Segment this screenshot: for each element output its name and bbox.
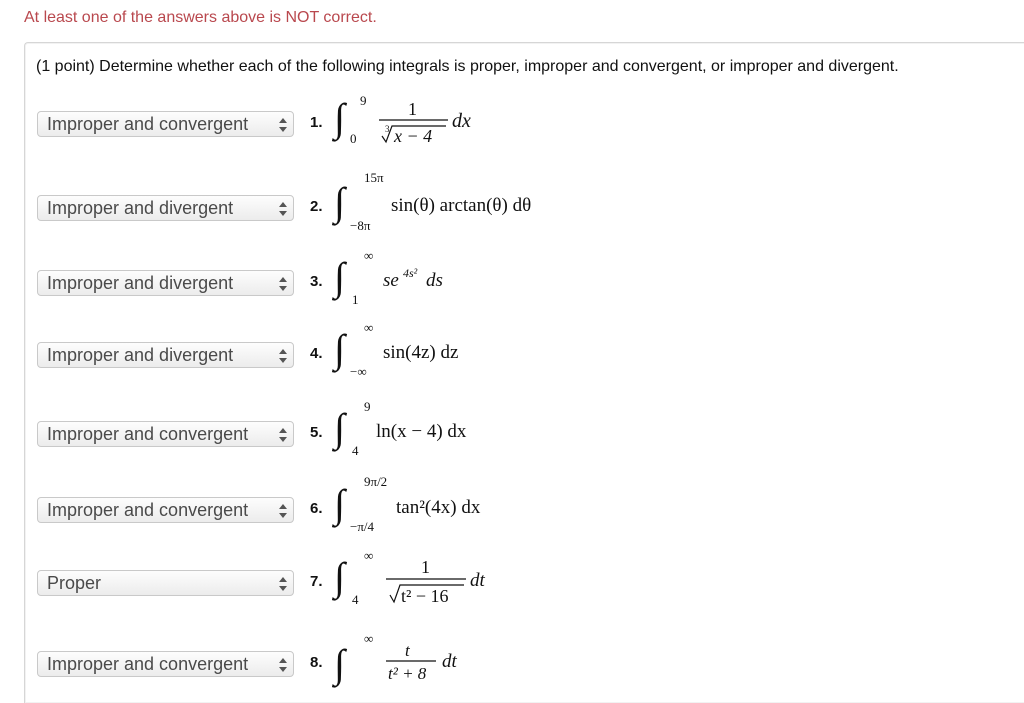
differential: ds	[426, 270, 443, 291]
integral-sign: ∫	[334, 326, 345, 371]
question-number: 3.	[310, 273, 323, 290]
integral-sign: ∫	[334, 481, 345, 526]
lower-limit: −π/4	[350, 519, 375, 534]
question-row-3	[0, 248, 1024, 307]
upper-limit: ∞	[364, 320, 374, 335]
warning-message: At least one of the answers above is NOT correct.	[24, 9, 377, 26]
lower-limit: −∞	[350, 364, 367, 379]
differential: dt	[470, 570, 485, 591]
upper-limit: ∞	[364, 631, 374, 646]
select-arrows-icon	[278, 348, 288, 364]
answer-select-8[interactable]: Improper and convergent	[37, 651, 294, 677]
select-arrows-icon	[278, 117, 288, 133]
integrand: sin(4z) dz	[383, 342, 459, 363]
question-number: 5.	[310, 424, 323, 441]
differential: dx	[452, 110, 471, 132]
answer-select-1[interactable]: Improper and convergent	[37, 111, 294, 137]
integral-sign: ∫	[334, 95, 345, 140]
lower-limit: 0	[350, 131, 357, 146]
integral-sign: ∫	[334, 405, 345, 450]
select-arrows-icon	[278, 276, 288, 292]
problem-prompt: (1 point) Determine whether each of the following integrals is proper, improper and convergent, or improper and divergent.	[36, 58, 899, 75]
answer-select-2[interactable]: Improper and divergent	[37, 195, 294, 221]
exponent: 4s²	[403, 266, 418, 280]
integrand: sin(θ) arctan(θ) dθ	[391, 195, 532, 216]
question-row-7	[0, 548, 1024, 607]
integral-expression-3	[330, 242, 630, 322]
select-arrows-icon	[278, 503, 288, 519]
lower-limit: 1	[352, 292, 359, 307]
upper-limit: 9π/2	[364, 474, 388, 489]
upper-limit: ∞	[364, 548, 374, 563]
answer-select-7[interactable]: Proper	[37, 570, 294, 596]
denominator: x − 4	[394, 126, 433, 146]
integrand: tan²(4x) dx	[396, 497, 481, 518]
select-arrows-icon	[278, 427, 288, 443]
integral-expression-5	[330, 393, 630, 473]
answer-select-6[interactable]: Improper and convergent	[37, 497, 294, 523]
integral-expression-7	[330, 542, 630, 622]
upper-limit: 15π	[364, 170, 384, 185]
question-number: 1.	[310, 114, 323, 131]
upper-limit: 9	[364, 399, 371, 414]
answer-select-3[interactable]: Improper and divergent	[37, 270, 294, 296]
numerator: 1	[421, 557, 430, 577]
numerator: 1	[408, 99, 417, 119]
question-number: 8.	[310, 654, 323, 671]
integral-expression-4	[330, 314, 630, 394]
integrand: se	[383, 270, 399, 291]
question-number: 4.	[310, 345, 323, 362]
integrand: ln(x − 4) dx	[376, 421, 467, 442]
numerator: t	[405, 641, 410, 660]
question-number: 7.	[310, 573, 323, 590]
integral-sign: ∫	[334, 554, 345, 599]
root-index: 3	[385, 124, 390, 134]
select-arrows-icon	[278, 576, 288, 592]
question-number: 6.	[310, 500, 323, 517]
upper-limit: ∞	[364, 248, 374, 263]
question-row-8	[0, 631, 1024, 686]
question-row-1	[0, 93, 1024, 146]
answer-select-5[interactable]: Improper and convergent	[37, 421, 294, 447]
integral-sign: ∫	[334, 179, 345, 224]
lower-limit: 4	[352, 443, 359, 458]
denominator: t² + 8	[388, 664, 427, 683]
integral-expression-6	[330, 469, 630, 549]
upper-limit: 9	[360, 93, 367, 108]
lower-limit: 4	[352, 592, 359, 607]
select-arrows-icon	[278, 201, 288, 217]
integral-sign: ∫	[334, 254, 345, 299]
question-row-5	[0, 399, 1024, 458]
integral-expression-8	[330, 623, 630, 703]
answer-select-4[interactable]: Improper and divergent	[37, 342, 294, 368]
select-arrows-icon	[278, 657, 288, 673]
question-row-4	[0, 320, 1024, 379]
integral-expression-1	[330, 83, 630, 163]
denominator: t² − 16	[401, 586, 449, 606]
question-row-6	[0, 474, 1024, 534]
integral-expression-2	[330, 167, 630, 247]
differential: dt	[442, 651, 457, 672]
integral-sign: ∫	[334, 641, 345, 686]
question-row-2	[0, 170, 1024, 233]
lower-limit: −8π	[350, 218, 371, 233]
question-number: 2.	[310, 198, 323, 215]
